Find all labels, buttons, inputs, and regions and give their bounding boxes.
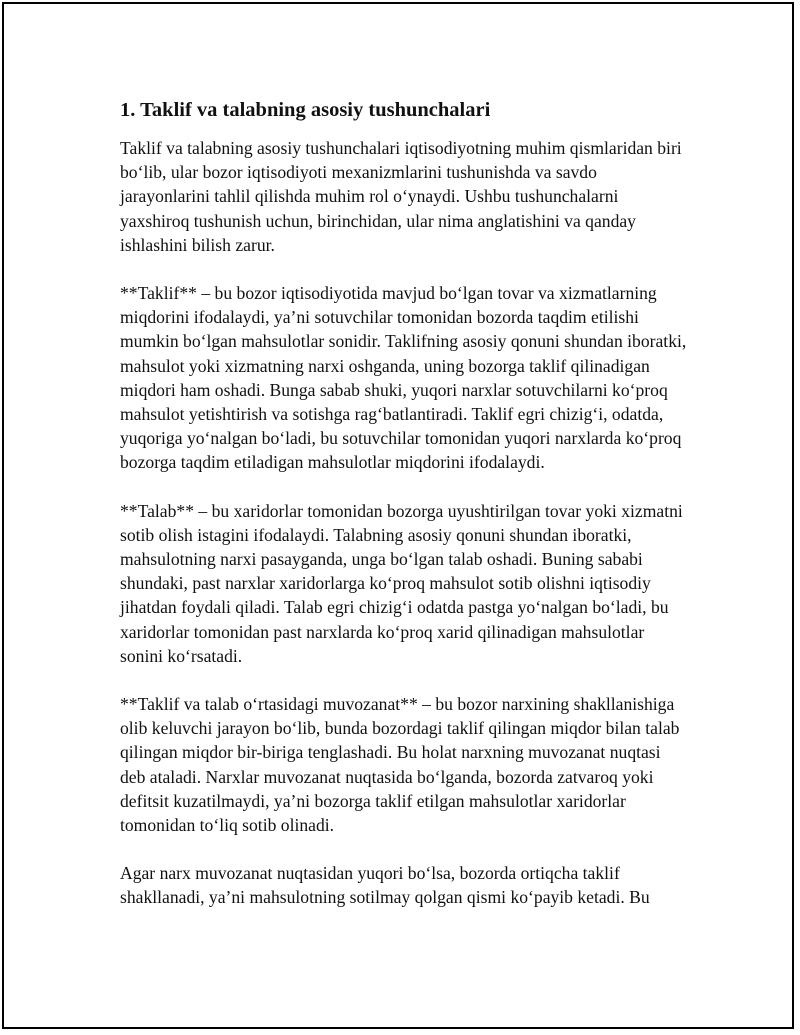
- paragraph-supply: **Taklif** – bu bozor iqtisodiyotida mavjud bo‘lgan tovar va xizmatlarning miqdorini ifodalaydi, ya’ni sotuvchilar tomonidan bozorda taqdim etilishi mumkin bo‘lgan mahsulotlar sonidir. Taklifning asosiy qonuni shundan iboratki, mahsulot yoki xizmatning narxi oshganda, uning bozorga taklif qilinadigan miqdori ham oshadi. Bunga sabab shuki, yuqori narxlar sotuvchilarni ko‘proq mahsulot yetishtirish va sotishga rag‘batlantiradi. Taklif egri chizig‘i, odatda, yuqoriga yo‘nalgan bo‘ladi, bu sotuvchilar tomonidan yuqori narxlarda ko‘proq bozorga taqdim etiladigan mahsulotlar miqdorini ifodalaydi.: [120, 283, 687, 473]
- paragraph-demand: **Talab** – bu xaridorlar tomonidan bozorga uyushtirilgan tovar yoki xizmatni sotib olish istagini ifodalaydi. Talabning asosiy qonuni shundan iboratki, mahsulotning narxi pasayganda, unga bo‘lgan talab oshadi. Buning sababi shundaki, past narxlar xaridorlarga ko‘proq mahsulot sotib olishni iqtisodiy jihatdan foydali qiladi. Talab egri chizig‘i odatda pastga yo‘nalgan bo‘ladi, bu xaridorlar tomonidan past narxlarda ko‘proq xarid qilinadigan mahsulotlar sonini ko‘rsatadi.: [120, 500, 683, 666]
- paragraph-intro: Taklif va talabning asosiy tushunchalari iqtisodiyotning muhim qismlaridan biri bo‘lib, ular bozor iqtisodiyoti mexanizmlarini tushunishda va savdo jarayonlarini tahlil qilishda muhim rol o‘ynaydi. Ushbu tushunchalarni yaxshiroq tushunish uchun, birinchidan, ular nima anglatishini va qanday ishlashini bilish zarur.: [120, 138, 682, 255]
- document-page: [2, 2, 794, 1029]
- paragraph-surplus: Agar narx muvozanat nuqtasidan yuqori bo‘lsa, bozorda ortiqcha taklif shakllanadi, ya’ni mahsulotning sotilmay qolgan qismi ko‘payib ketadi. Bu: [120, 863, 650, 908]
- section-heading: 1. Taklif va talabning asosiy tushunchalari: [120, 99, 491, 121]
- paragraph-equilibrium: **Taklif va talab o‘rtasidagi muvozanat** – bu bozor narxining shakllanishiga olib keluvchi jarayon bo‘lib, bunda bozordagi taklif qilingan miqdor bilan talab qilingan miqdor bir-biriga tenglashadi. Bu holat narxning muvozanat nuqtasi deb ataladi. Narxlar muvozanat nuqtasida bo‘lganda, bozorda zatvaroq yoki defitsit kuzatilmaydi, ya’ni bozorga taklif etilgan mahsulotlar xaridorlar tomonidan to‘liq sotib olinadi.: [120, 694, 680, 836]
- document-body: [120, 96, 690, 934]
